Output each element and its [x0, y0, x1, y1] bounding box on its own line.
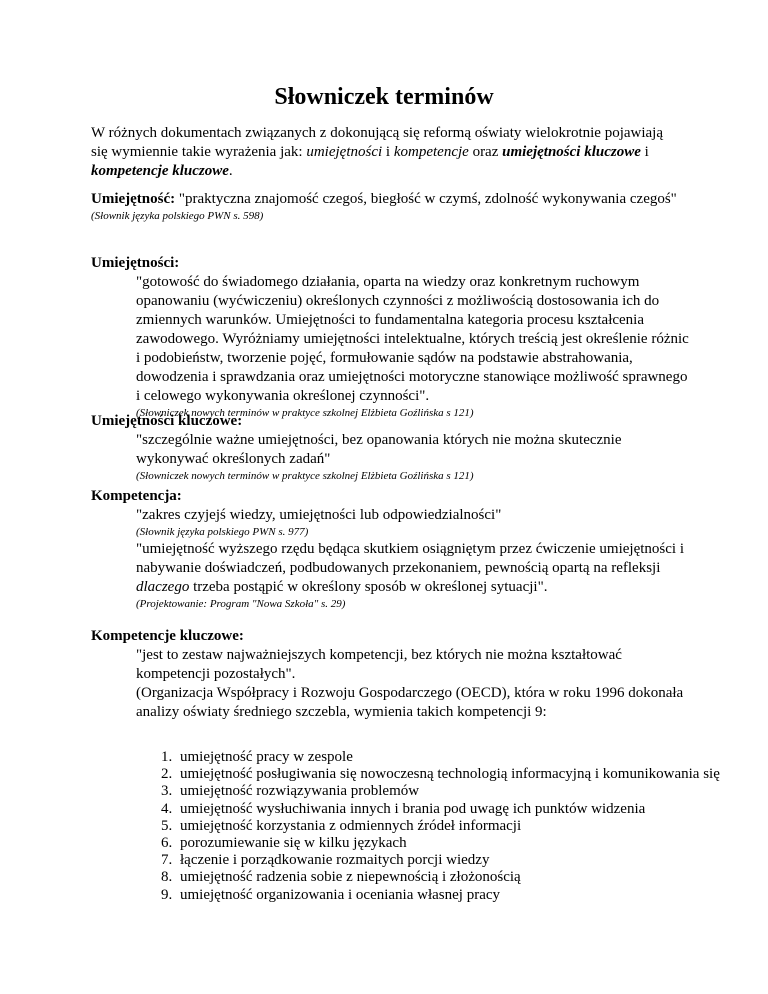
definition-text: "umiejętność wyższego rzędu będąca skutkiem osiągniętym przez ćwiczenie umiejętności i nabywanie doświadczeń, podbudowanych przekonaniem, pewnością opartą na refleksji dlaczego trzeba postąpić w określony sposób w określonej sytuacji". — [136, 541, 684, 595]
intro-term-umiejetnosci: umiejętności — [306, 144, 383, 160]
intro-sep: i — [382, 144, 394, 160]
list-item: 6. porozumiewanie się w kilku językach — [176, 835, 736, 852]
definition-text: "jest to zestaw najważniejszych kompetencji, bez których nie można kształtować kompetencji pozostałych". — [136, 647, 622, 682]
definition-text: "praktyczna znajomość czegoś, biegłość w czymś, zdolność wykonywania czegoś" — [175, 191, 677, 207]
definition-heading: Kompetencja: — [91, 488, 182, 504]
definition-source: (Słowniczek nowych terminów w praktyce szkolnej Elżbieta Goźlińska s 121) — [136, 470, 474, 482]
intro-end: . — [228, 163, 233, 179]
intro-term-kompetencje-kluczowe: kompetencje kluczowe — [91, 163, 229, 179]
definition-heading: Kompetencje kluczowe: — [91, 628, 244, 644]
definition-kompetencja — [91, 487, 691, 612]
definition-source: (Projektowanie: Program "Nowa Szkoła" s. 29) — [136, 598, 346, 610]
definition-source: (Słowniczek nowych terminów w praktyce szkolnej Elżbieta Goźlińska s 121) — [136, 407, 474, 419]
definition-umiejetnosci-kluczowe — [91, 412, 691, 484]
definition-heading: Umiejętność: — [91, 191, 176, 207]
list-item: 5. umiejętność korzystania z odmiennych źródeł informacji — [176, 818, 736, 835]
list-item: 1. umiejętność pracy w zespole — [176, 749, 736, 766]
intro-paragraph — [91, 124, 683, 181]
definition-text: "szczególnie ważne umiejętności, bez opanowania których nie można skutecznie wykonywać określonych zadań" — [136, 432, 622, 467]
list-item: 7. łączenie i porządkowanie rozmaitych porcji wiedzy — [176, 852, 736, 869]
list-item: 9. umiejętność organizowania i oceniania własnej pracy — [176, 887, 736, 904]
list-item: 2. umiejętność posługiwania się nowoczesną technologią informacyjną i komunikowania się — [176, 766, 736, 783]
intro-term-umiejetnosci-kluczowe: umiejętności kluczowe — [502, 144, 641, 160]
definition-source: (Słownik języka polskiego PWN s. 598) — [91, 210, 264, 222]
emphasis-dlaczego: dlaczego — [136, 579, 190, 595]
intro-term-kompetencje: kompetencje — [393, 144, 469, 160]
definition-heading: Umiejętności kluczowe: — [91, 413, 243, 429]
definition-text: "zakres czyjejś wiedzy, umiejętności lub odpowiedzialności" — [136, 507, 502, 523]
intro-sep: oraz — [468, 144, 503, 160]
competencies-list — [136, 749, 736, 904]
definition-umiejetnosci — [91, 254, 691, 421]
definition-heading: Umiejętności: — [91, 255, 180, 271]
definition-umiejetnosc — [91, 190, 691, 224]
page-title: Słowniczek terminów — [274, 84, 494, 110]
list-item: 3. umiejętność rozwiązywania problemów — [176, 783, 736, 800]
list-item: 4. umiejętność wysłuchiwania innych i brania pod uwagę ich punktów widzenia — [176, 801, 736, 818]
definition-source: (Słownik języka polskiego PWN s. 977) — [136, 526, 309, 538]
definition-text: "gotowość do świadomego działania, oparta na wiedzy oraz konkretnym ruchowym opanowaniu (wyćwiczeniu) określonych czynności z możliwością dostosowania ich do zmiennych warunków. Umiejętności to fundamentalna kategoria procesu kształcenia zawodowego. Wyróżniamy umiejętności intelektualne, których treścią jest określenie różnic i podobieństw, tworzenie pojęć, formułowanie sądów na podstawie abstrahowania, dowodzenia i sprawdzania oraz umiejętności motoryczne stanowiące możliwość sprawnego i celowego wykonywania określonej czynności". — [136, 274, 689, 404]
intro-sep: i — [640, 144, 649, 160]
intro-text: W różnych dokumentach związanych z dokonującą się reformą oświaty wielokrotnie pojawiają się wymiennie takie wyrażenia jak: — [91, 125, 664, 160]
definition-text: (Organizacja Współpracy i Rozwoju Gospodarczego (OECD), która w roku 1996 dokonała analizy oświaty średniego szczebla, wymienia takich kompetencji 9: — [136, 685, 684, 720]
list-item: 8. umiejętność radzenia sobie z niepewnością i złożonością — [176, 869, 736, 886]
definition-kompetencje-kluczowe — [91, 627, 691, 722]
